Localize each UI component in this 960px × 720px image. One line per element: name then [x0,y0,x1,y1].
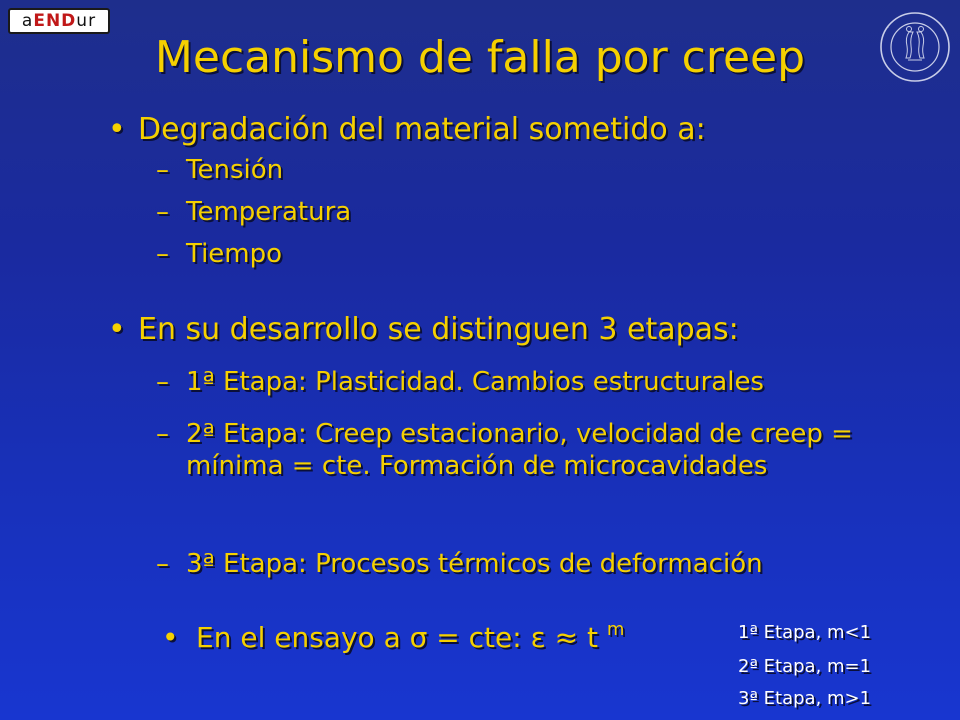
list-item [156,418,856,482]
ensayo-text-pre: En el ensayo a [196,621,410,654]
list-item-text: Temperatura [186,197,352,227]
page-title: Mecanismo de falla por creep [154,32,806,83]
dash-icon: – [156,239,169,269]
sigma-symbol: σ [409,621,428,654]
list-item [156,366,896,398]
svg-text:·: · [886,24,891,32]
list-item [156,154,283,186]
dash-icon: – [156,419,169,449]
bullet-icon: • [162,621,179,654]
bullet-icon: • [108,112,126,147]
dash-icon: – [156,367,169,397]
bullet-icon: • [108,312,126,347]
list-item [156,196,351,228]
list-item-text: 1ª Etapa: Plasticidad. Cambios estructurales [186,367,764,397]
logo-end: END [33,11,77,31]
list-item-text: 3ª Etapa: Procesos térmicos de deformación [186,549,763,579]
list-item-text: 2ª Etapa: Creep estacionario, velocidad de creep = mínima = cte. Formación de microcavidades [186,419,853,481]
epsilon-symbol: ε [530,621,546,654]
dash-icon: – [156,197,169,227]
dash-icon: – [156,549,169,579]
bullet-desarrollo-text: En su desarrollo se distinguen 3 etapas: [138,312,739,347]
note-etapa-2: 2ª Etapa, m=1 [738,656,872,677]
list-item [156,238,282,270]
list-item-text: Tensión [186,155,284,185]
logo-ur: ur [76,11,97,31]
note-etapa-3: 3ª Etapa, m>1 [738,688,872,709]
list-item [156,548,896,580]
bullet-degradacion-text: Degradación del material sometido a: [138,112,706,147]
ensayo-text-approx: ≈ t [545,621,607,654]
bullet-desarrollo [108,312,739,348]
dash-icon: – [156,155,169,185]
exponent-m: m [606,619,625,640]
bullet-ensayo [162,612,624,656]
bullet-degradacion [108,112,706,148]
note-etapa-1: 1ª Etapa, m<1 [738,622,872,643]
list-item-text: Tiempo [186,239,283,269]
ensayo-text-mid: = cte: [427,621,531,654]
logo-a: a [21,11,34,31]
